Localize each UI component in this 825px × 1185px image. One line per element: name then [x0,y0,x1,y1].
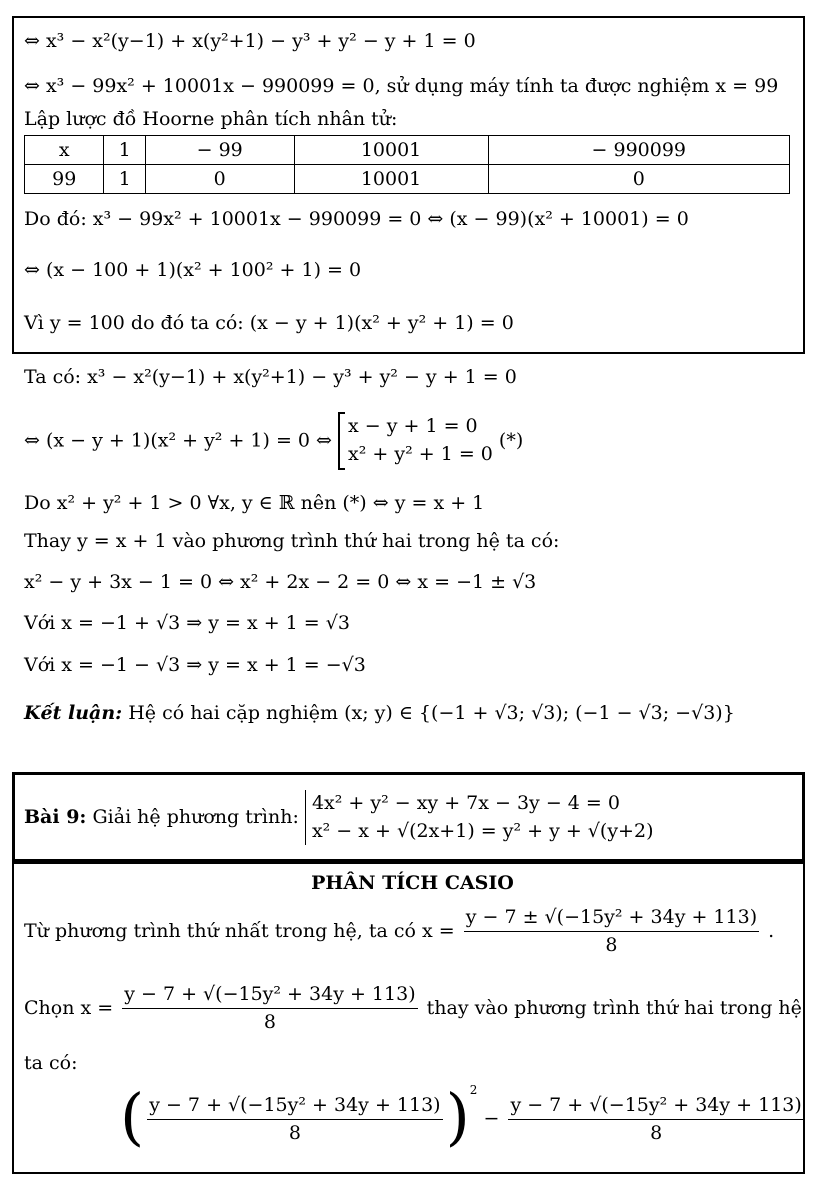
chon-text: thay vào phương trình thứ hai trong hệ [426,996,802,1019]
implication: ⇔ y = x + 1 [372,492,485,514]
ket-luan-text: Hệ có hai cặp nghiệm [128,702,339,724]
x-eq: x = [80,996,114,1019]
fraction-plus [122,983,417,1034]
case-a-line [24,612,350,635]
table-cell: 10001 [294,165,488,194]
case-list [348,413,493,468]
problem-9-eq-a: 4x² + y² − xy + 7x − 3y − 4 = 0 [311,792,620,814]
ta-co-line [24,366,517,389]
case-1: x − y + 1 = 0 [348,415,478,438]
table-row [25,165,790,194]
case-a: x = −1 + √3 ⇒ y = x + 1 = √3 [61,612,350,634]
exponent-2: 2 [469,1083,478,1097]
table-row [25,136,790,165]
case-b-line [24,654,366,677]
chon-label: Chọn [24,996,75,1019]
horner-table [24,135,790,194]
star-mark: (*) [498,429,524,452]
fraction-numerator: y − 7 ± √(−15y² + 34y + 113) [464,906,759,932]
casio-text-1: Từ phương trình thứ nhất trong hệ, ta có [24,919,416,942]
fraction-denominator: 8 [288,1121,301,1144]
fraction-pm [464,906,759,957]
table-cell: 1 [104,136,145,165]
root-value: x = 99 [715,75,779,97]
fraction-squared [147,1094,442,1145]
inequality: x² + y² + 1 > 0 ∀x, y ∈ ℝ [56,492,295,514]
voi-label: Với [24,612,56,634]
fraction-denominator: 8 [650,1121,663,1144]
table-cell: − 99 [145,136,294,165]
problem-9-text: Giải hệ phương trình: [92,806,299,829]
fraction-numerator: y − 7 + √(−15y² + 34y + 113) [147,1094,442,1120]
conclusion-line [24,702,735,725]
table-cell: 0 [145,165,294,194]
fraction-denominator: 8 [263,1010,276,1033]
solution-eq2: ⇔ (x − y + 1)(x² + y² + 1) = 0 ⇔ [24,429,332,452]
equation-expanded: ⇔ x³ − x²(y−1) + x(y²+1) − y³ + y² − y + 1 = 0 [24,30,476,52]
thay-text: vào phương trình thứ hai trong hệ ta có: [172,530,560,552]
ket-luan-set: (x; y) ∈ {(−1 + √3; √3); (−1 − √3; −√3)} [344,702,735,724]
casio-line-2 [24,983,802,1034]
substitute-line [24,530,559,553]
substitute-expr: y = x + 1 [77,530,167,552]
thay-label: Thay [24,530,71,552]
solution-eq1: x³ − x²(y−1) + x(y²+1) − y³ + y² − y + 1 = 0 [87,366,517,388]
ket-luan-label: Kết luận: [24,702,123,724]
casio-title: PHÂN TÍCH CASIO [311,872,514,894]
table-cell: 0 [488,165,789,194]
factored-equation [24,208,689,231]
casio-line-3: ta có: [24,1052,78,1074]
x-eq: x = [422,919,455,942]
fraction-numerator: y − 7 + √(−15y² + 34y + 113) [122,983,417,1009]
case-b: x = −1 − √3 ⇒ y = x + 1 = −√3 [61,654,366,676]
table-cell: 1 [104,165,145,194]
casio-note: , sử dụng máy tính ta được nghiệm [374,75,710,97]
casio-squared-expression [120,1080,807,1153]
equation-numeric-text: ⇔ x³ − 99x² + 10001x − 990099 = 0 [24,75,375,97]
do-label: Do [24,492,51,514]
inequality-line [24,492,484,515]
problem-9-system [305,790,654,845]
fraction-minus-term [508,1094,803,1145]
final-factor: (x − y + 1)(x² + y² + 1) = 0 [249,312,514,334]
final-factor-line [24,312,514,335]
problem-9-label: Bài 9: [24,806,87,829]
equation-numeric [24,75,778,98]
left-paren: ( [120,1080,145,1153]
case-2: x² + y² + 1 = 0 [348,443,493,465]
y-value: y = 100 [49,312,125,334]
period: . [768,919,775,942]
voi-label: Với [24,654,56,676]
bracket-icon [338,412,345,470]
do-do-co: do đó ta có: [130,312,244,334]
factored-text: x³ − 99x² + 10001x − 990099 = 0 ⇔ (x − 99)(x² + 10001) = 0 [92,208,689,230]
ta-co-label: Ta có: [24,366,82,388]
fraction-denominator: 8 [605,933,618,956]
problem-9-line [24,790,653,845]
factored-equation-2: ⇔ (x − 100 + 1)(x² + 100² + 1) = 0 [24,259,362,281]
problem-9-eq-b: x² − x + √(2x+1) = y² + y + √(y+2) [311,819,654,842]
table-cell: − 990099 [488,136,789,165]
minus-sign: − [483,1107,500,1130]
quadratic-line: x² − y + 3x − 1 = 0 ⇔ x² + 2x − 2 = 0 ⇔ x = −1 ± √3 [24,571,537,593]
fraction-numerator: y − 7 + √(−15y² + 34y + 113) [508,1094,803,1120]
casio-line-1 [24,906,774,957]
nen-label: nên (*) [300,492,367,514]
right-paren: ) [445,1080,470,1153]
table-cell: 99 [25,165,104,194]
table-cell: x [25,136,104,165]
vi-label: Vì [24,312,44,334]
table-cell: 10001 [294,136,488,165]
case-split-line [24,412,523,470]
do-do-label: Do đó: [24,208,87,230]
horner-intro: Lập lược đồ Hoorne phân tích nhân tử: [24,108,398,130]
